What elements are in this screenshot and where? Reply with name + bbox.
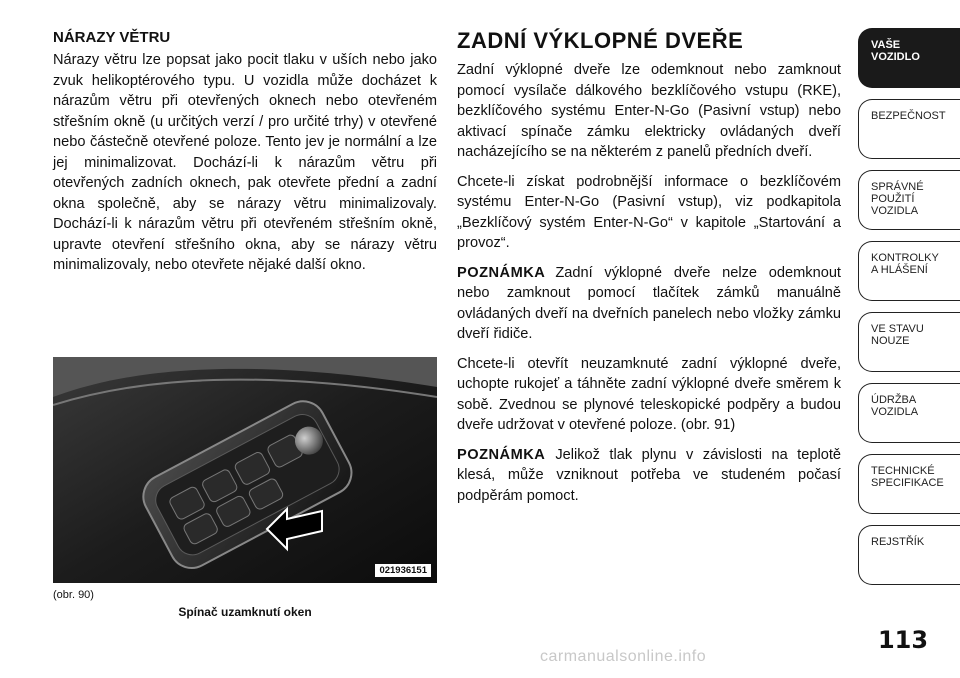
door-panel-illustration <box>53 357 437 583</box>
chapter-tab[interactable] <box>858 28 960 88</box>
page-number: 113 <box>877 626 929 654</box>
wind-buffeting-paragraph: Nárazy větru lze popsat jako pocit tlaku v uších nebo jako zvuk helikoptérového typu. U vozidla může docházet k nárazům větru při otevřených oknech nebo otevřeném střešním okně (u určitých verzí / pro určité trhy) v otevřené nebo částečně otevřené poloze. Tento jev je normální a lze jej minimalizovat. Dochází-li k nárazům větru při otevřených zadních oknech, pak otevřete přední a zadní okna společně, aby se nárazy větru minimalizovaly. Dochází-li k nárazům větru při otevřeném střešním okně, upravte otevření střešního okna, aby se nárazy větru minimalizovaly, nebo otevřete nějaké další okno. <box>53 52 437 273</box>
note-1 <box>457 263 841 345</box>
figure-reference: (obr. 90) <box>53 589 94 601</box>
chapter-tab-label: SPRÁVNÉ <box>871 181 924 193</box>
watermark-text: carmanualsonline.info <box>540 648 707 665</box>
chapter-tab-label: VAŠE <box>871 39 901 51</box>
chapter-tab-label: BEZPEČNOST <box>871 110 946 122</box>
chapter-tab-label: VOZIDLA <box>871 205 919 217</box>
chapter-tab-label: NOUZE <box>871 335 910 347</box>
note-2-text: Jelikož tlak plynu v závislosti na teplotě klesá, může vzniknout potřeba ve studeném počasí podpěrám pomoct. <box>457 446 841 504</box>
liftgate-paragraph-2: Chcete-li získat podrobnější informace o bezklíčovém systému Enter-N-Go (Pasivní vstup), viz podkapitola „Bezklíčový systém Enter-N-Go“ v kapitole „Startování a provoz“. <box>457 173 841 251</box>
chapter-tab-label: VOZIDLO <box>871 51 920 63</box>
liftgate-paragraph-1: Zadní výklopné dveře lze odemknout nebo zamknout pomocí vysílače dálkového bezklíčového vstupu (RKE), bezklíčového systému Enter-N-Go (Pasivní vstup) nebo aktivací spínače zámku elektricky ovládaných dveří nacházejícího se na některém z panelů předních dveří. <box>457 62 841 160</box>
chapter-tab-label: VE STAVU <box>871 323 924 335</box>
chapter-tab-label: KONTROLKY <box>871 252 939 264</box>
photo-code: 021936151 <box>375 564 431 577</box>
chapter-tab[interactable] <box>858 170 960 230</box>
chapter-tab[interactable] <box>858 525 960 585</box>
note-2-label: POZNÁMKA <box>457 446 546 463</box>
chapter-tab-label: TECHNICKÉ <box>871 465 935 477</box>
chapter-tab-label: SPECIFIKACE <box>871 477 944 489</box>
chapter-tab-label: A HLÁŠENÍ <box>871 264 928 276</box>
chapter-tab[interactable] <box>858 383 960 443</box>
right-column <box>457 28 841 515</box>
chapter-tab[interactable] <box>858 241 960 301</box>
note-1-label: POZNÁMKA <box>457 264 546 281</box>
chapter-tabs-sidebar <box>858 28 960 596</box>
chapter-tab-label: ÚDRŽBA <box>871 394 917 406</box>
note-1-text: Zadní výklopné dveře nelze odemknout nebo zamknout pomocí tlačítek zámků manuálně ovládaných dveří na dveřních panelech nebo vložky zámku dveří řidiče. <box>457 264 841 342</box>
chapter-tab[interactable] <box>858 454 960 514</box>
note-2 <box>457 445 841 507</box>
chapter-tab[interactable] <box>858 312 960 372</box>
chapter-tab-label: POUŽITÍ <box>871 193 915 205</box>
figure-caption: Spínač uzamknutí oken <box>178 605 312 619</box>
window-lock-switch-photo <box>53 357 437 583</box>
chapter-tab-label: REJSTŘÍK <box>871 536 925 548</box>
section-heading-liftgate: ZADNÍ VÝKLOPNÉ DVEŘE <box>457 28 744 53</box>
liftgate-paragraph-3: Chcete-li otevřít neuzamknuté zadní výklopné dveře, uchopte rukojeť a táhněte zadní výklopné dveře směrem k sobě. Zvednou se plynové teleskopické podpěry a budou dveře udržovat v otevřené poloze. (obr. 91) <box>457 355 841 433</box>
section-heading-wind-buffeting: NÁRAZY VĚTRU <box>53 29 171 46</box>
left-column <box>53 28 437 285</box>
chapter-tab[interactable] <box>858 99 960 159</box>
chapter-tab-label: VOZIDLA <box>871 406 919 418</box>
